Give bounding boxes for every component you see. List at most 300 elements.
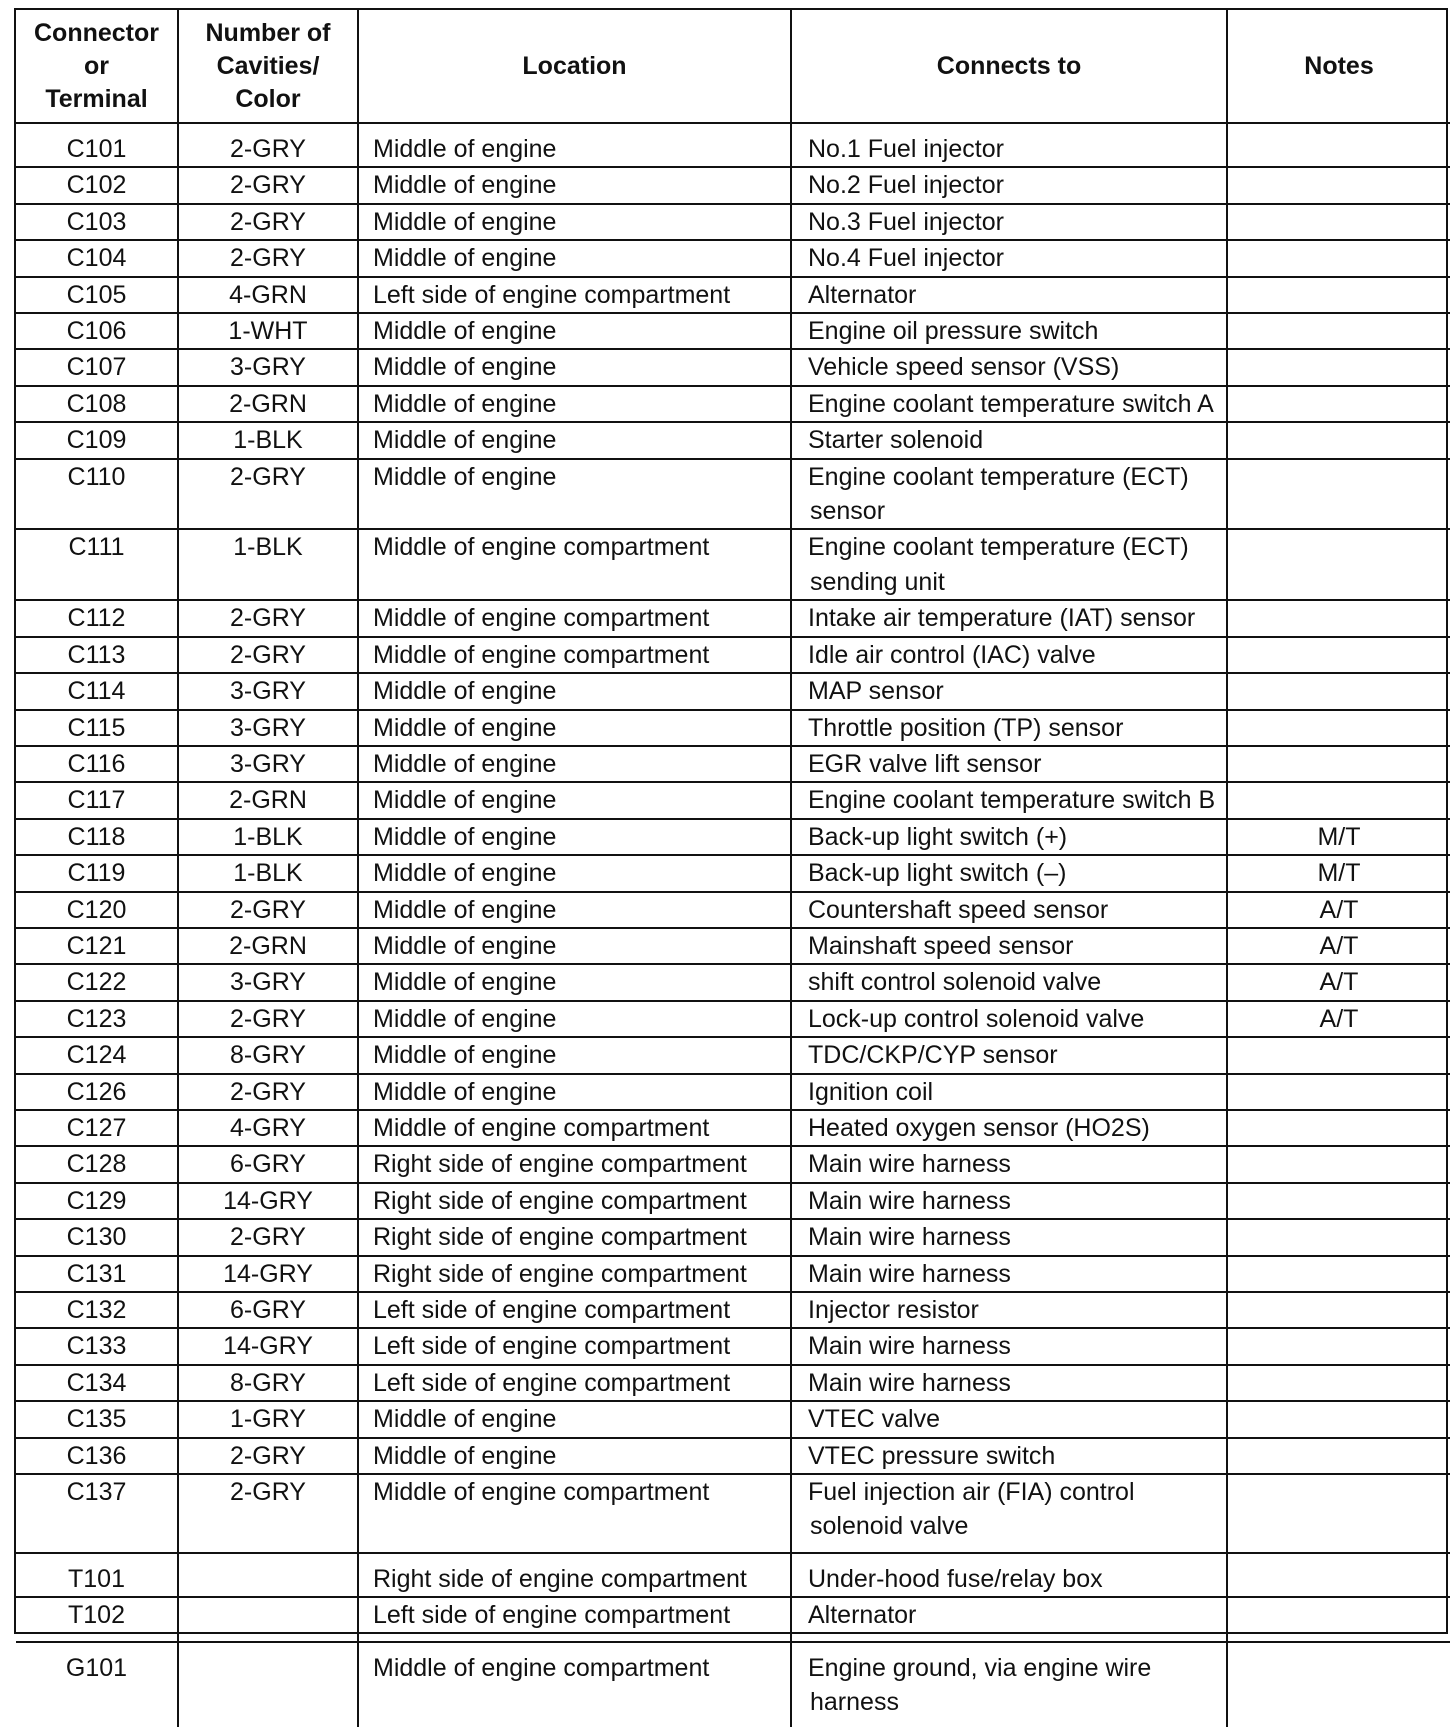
notes-cell bbox=[1227, 1183, 1450, 1219]
connector-id-cell bbox=[16, 1256, 178, 1292]
connects-to-cell bbox=[791, 1474, 1227, 1553]
cavities-color-cell bbox=[178, 1146, 358, 1182]
connects-to-text: Alternator bbox=[808, 1601, 917, 1630]
cavities-color-text: 14-GRY bbox=[223, 1259, 313, 1288]
connects-to-cell bbox=[791, 1438, 1227, 1474]
location-cell bbox=[358, 1401, 791, 1437]
notes-cell bbox=[1227, 637, 1450, 673]
cavities-color-cell bbox=[178, 529, 358, 600]
connects-to-cell bbox=[791, 673, 1227, 709]
notes-cell bbox=[1227, 167, 1450, 203]
connector-id-text: C114 bbox=[67, 677, 126, 706]
cavities-color-cell bbox=[178, 600, 358, 636]
location-cell bbox=[358, 1597, 791, 1641]
notes-cell bbox=[1227, 1365, 1450, 1401]
connector-id-cell bbox=[16, 892, 178, 928]
location-cell bbox=[358, 1001, 791, 1037]
cavities-color-cell bbox=[178, 459, 358, 530]
header-connector-line: or bbox=[84, 51, 109, 80]
connects-to-text: Back-up light switch (+) bbox=[808, 822, 1068, 851]
table-row bbox=[16, 1074, 1450, 1110]
connector-id-text: C108 bbox=[66, 389, 127, 418]
connector-id-text: C124 bbox=[66, 1041, 127, 1070]
connects-to-cell bbox=[791, 1642, 1227, 1727]
location-text: Middle of engine bbox=[373, 822, 557, 851]
connector-id-cell bbox=[16, 637, 178, 673]
connector-id-cell bbox=[16, 855, 178, 891]
connector-id-text: C136 bbox=[66, 1441, 127, 1470]
cavities-color-cell bbox=[178, 349, 358, 385]
notes-cell bbox=[1227, 1074, 1450, 1110]
cavities-color-cell bbox=[178, 1365, 358, 1401]
notes-cell bbox=[1227, 1001, 1450, 1037]
location-cell bbox=[358, 1183, 791, 1219]
connector-id-text: C128 bbox=[66, 1150, 127, 1179]
cavities-color-cell bbox=[178, 167, 358, 203]
location-text: Left side of engine compartment bbox=[373, 1296, 731, 1324]
connector-id-text: C102 bbox=[66, 171, 127, 200]
table-row bbox=[16, 529, 1450, 600]
connects-to-text: Mainshaft speed sensor bbox=[808, 931, 1074, 960]
connects-to-cell bbox=[791, 1037, 1227, 1073]
cavities-color-text: 2-GRY bbox=[230, 1223, 306, 1252]
connector-id-cell bbox=[16, 1037, 178, 1073]
notes-cell bbox=[1227, 1037, 1450, 1073]
table-row bbox=[16, 1474, 1450, 1553]
location-cell bbox=[358, 710, 791, 746]
location-cell bbox=[358, 313, 791, 349]
table-row bbox=[16, 1642, 1450, 1727]
connects-to-text: sending unit bbox=[810, 567, 945, 596]
table-row bbox=[16, 782, 1450, 818]
location-text: Left side of engine compartment bbox=[373, 1368, 731, 1397]
notes-cell bbox=[1227, 782, 1450, 818]
connector-id-cell bbox=[16, 167, 178, 203]
connector-id-cell bbox=[16, 386, 178, 422]
cavities-color-text: 2-GRN bbox=[229, 931, 307, 960]
cavities-color-text: 1-WHT bbox=[228, 317, 308, 346]
cavities-color-cell bbox=[178, 1256, 358, 1292]
connects-to-text: Engine coolant temperature (ECT) bbox=[808, 533, 1189, 562]
connector-id-text: C105 bbox=[66, 280, 127, 309]
connector-id-text: C133 bbox=[66, 1332, 127, 1361]
connector-id-cell bbox=[16, 710, 178, 746]
cavities-color-text: 3-GRY bbox=[230, 677, 306, 706]
table-row bbox=[16, 123, 1450, 167]
connects-to-text: Injector resistor bbox=[808, 1296, 979, 1324]
cavities-color-text: 8-GRY bbox=[230, 1041, 306, 1070]
location-cell bbox=[358, 782, 791, 818]
cavities-color-cell bbox=[178, 1474, 358, 1553]
table-row bbox=[16, 1597, 1450, 1641]
connects-to-cell bbox=[791, 1001, 1227, 1037]
location-cell bbox=[358, 637, 791, 673]
location-text: Middle of engine bbox=[373, 317, 557, 346]
notes-text: M/T bbox=[1317, 859, 1361, 888]
location-cell bbox=[358, 167, 791, 203]
notes-cell bbox=[1227, 892, 1450, 928]
connector-id-text: C109 bbox=[66, 426, 127, 455]
connects-to-cell bbox=[791, 1365, 1227, 1401]
connector-id-text: C116 bbox=[67, 749, 126, 778]
connector-id-text: C130 bbox=[66, 1223, 127, 1252]
cavities-color-cell bbox=[178, 1219, 358, 1255]
connector-id-text: G101 bbox=[65, 1653, 128, 1682]
cavities-color-text: 2-GRY bbox=[230, 604, 306, 633]
connector-id-cell bbox=[16, 529, 178, 600]
connects-to-text: Throttle position (TP) sensor bbox=[808, 713, 1124, 742]
location-cell bbox=[358, 459, 791, 530]
location-cell bbox=[358, 1553, 791, 1597]
connects-to-text: Idle air control (IAC) valve bbox=[808, 640, 1096, 669]
connector-id-cell bbox=[16, 1401, 178, 1437]
location-cell bbox=[358, 204, 791, 240]
location-cell bbox=[358, 1074, 791, 1110]
table-row bbox=[16, 422, 1450, 458]
cavities-color-text: 2-GRN bbox=[229, 786, 307, 815]
notes-cell bbox=[1227, 600, 1450, 636]
connects-to-text: EGR valve lift sensor bbox=[808, 749, 1042, 778]
connector-id-cell bbox=[16, 782, 178, 818]
cavities-color-cell bbox=[178, 313, 358, 349]
notes-cell bbox=[1227, 529, 1450, 600]
location-text: Middle of engine compartment bbox=[373, 533, 710, 562]
notes-cell bbox=[1227, 204, 1450, 240]
location-text: Middle of engine bbox=[373, 931, 557, 960]
connector-id-text: C118 bbox=[67, 822, 126, 851]
connects-to-text: No.2 Fuel injector bbox=[808, 171, 1004, 200]
connects-to-cell bbox=[791, 167, 1227, 203]
cavities-color-text: 4-GRY bbox=[230, 1113, 306, 1142]
connector-id-cell bbox=[16, 1438, 178, 1474]
table-row bbox=[16, 313, 1450, 349]
connector-id-text: C119 bbox=[67, 859, 126, 888]
table-row bbox=[16, 637, 1450, 673]
connects-to-text: Lock-up control solenoid valve bbox=[808, 1004, 1145, 1033]
connector-id-cell bbox=[16, 1597, 178, 1641]
cavities-color-text: 2-GRY bbox=[230, 1478, 306, 1507]
notes-cell bbox=[1227, 1438, 1450, 1474]
location-text: Middle of engine bbox=[373, 207, 557, 236]
connector-id-text: C104 bbox=[66, 244, 127, 273]
connector-id-text: C126 bbox=[66, 1077, 127, 1106]
table-row bbox=[16, 386, 1450, 422]
header-notes: Notes bbox=[1227, 10, 1450, 123]
notes-cell bbox=[1227, 123, 1450, 167]
connector-id-cell bbox=[16, 746, 178, 782]
location-text: Middle of engine bbox=[373, 462, 557, 491]
cavities-color-text: 2-GRY bbox=[230, 462, 306, 491]
cavities-color-cell bbox=[178, 710, 358, 746]
location-cell bbox=[358, 349, 791, 385]
connector-id-cell bbox=[16, 123, 178, 167]
location-text: Middle of engine bbox=[373, 1077, 557, 1106]
location-text: Middle of engine compartment bbox=[373, 604, 710, 633]
connects-to-cell bbox=[791, 1292, 1227, 1328]
cavities-color-cell bbox=[178, 204, 358, 240]
location-text: Middle of engine bbox=[373, 786, 557, 815]
connects-to-cell bbox=[791, 1074, 1227, 1110]
table-row bbox=[16, 1110, 1450, 1146]
connects-to-cell bbox=[791, 964, 1227, 1000]
connector-id-text: C127 bbox=[66, 1113, 127, 1142]
notes-cell bbox=[1227, 277, 1450, 313]
connector-id-text: C112 bbox=[67, 604, 126, 633]
connects-to-text: Main wire harness bbox=[808, 1186, 1011, 1215]
location-text: Middle of engine bbox=[373, 713, 557, 742]
table-row bbox=[16, 1438, 1450, 1474]
table-row bbox=[16, 204, 1450, 240]
cavities-color-cell bbox=[178, 277, 358, 313]
notes-cell bbox=[1227, 1642, 1450, 1727]
cavities-color-text: 2-GRY bbox=[230, 135, 306, 163]
location-cell bbox=[358, 673, 791, 709]
connector-id-cell bbox=[16, 964, 178, 1000]
table-row bbox=[16, 855, 1450, 891]
connector-id-text: C117 bbox=[67, 786, 126, 815]
location-text: Right side of engine compartment bbox=[373, 1150, 747, 1179]
notes-cell bbox=[1227, 1146, 1450, 1182]
connects-to-text: solenoid valve bbox=[810, 1512, 969, 1541]
cavities-color-text: 2-GRY bbox=[230, 640, 306, 669]
location-text: Middle of engine compartment bbox=[373, 640, 710, 669]
connector-id-cell bbox=[16, 1110, 178, 1146]
connector-id-text: C129 bbox=[66, 1186, 127, 1215]
connector-id-text: C132 bbox=[66, 1296, 127, 1324]
connects-to-text: Engine oil pressure switch bbox=[808, 317, 1099, 346]
connector-id-text: T102 bbox=[68, 1601, 125, 1630]
notes-text: A/T bbox=[1319, 895, 1359, 924]
location-text: Right side of engine compartment bbox=[373, 1259, 747, 1288]
location-cell bbox=[358, 1328, 791, 1364]
header-connector bbox=[16, 10, 178, 123]
connects-to-text: Vehicle speed sensor (VSS) bbox=[808, 353, 1120, 382]
location-cell bbox=[358, 1292, 791, 1328]
table-row bbox=[16, 459, 1450, 530]
connects-to-cell bbox=[791, 422, 1227, 458]
connects-to-cell bbox=[791, 123, 1227, 167]
cavities-color-text: 2-GRY bbox=[230, 207, 306, 236]
connects-to-text: Main wire harness bbox=[808, 1223, 1011, 1252]
connects-to-text: Engine ground, via engine wire bbox=[808, 1653, 1152, 1682]
connects-to-text: Engine coolant temperature switch A bbox=[808, 389, 1214, 418]
cavities-color-text: 1-GRY bbox=[230, 1405, 306, 1434]
connects-to-cell bbox=[791, 782, 1227, 818]
connects-to-text: Main wire harness bbox=[808, 1368, 1011, 1397]
notes-cell bbox=[1227, 386, 1450, 422]
row-group bbox=[16, 1642, 1450, 1727]
connector-id-text: C135 bbox=[66, 1405, 127, 1434]
notes-cell bbox=[1227, 819, 1450, 855]
connects-to-cell bbox=[791, 1219, 1227, 1255]
cavities-color-cell bbox=[178, 240, 358, 276]
location-text: Right side of engine compartment bbox=[373, 1564, 747, 1593]
connector-id-cell bbox=[16, 1146, 178, 1182]
connector-id-text: T101 bbox=[68, 1564, 125, 1593]
table-row bbox=[16, 710, 1450, 746]
table-row bbox=[16, 349, 1450, 385]
notes-text: A/T bbox=[1319, 931, 1359, 960]
location-text: Middle of engine bbox=[373, 426, 557, 455]
notes-cell bbox=[1227, 855, 1450, 891]
connector-id-cell bbox=[16, 204, 178, 240]
location-cell bbox=[358, 1474, 791, 1553]
connects-to-text: TDC/CKP/CYP sensor bbox=[808, 1041, 1058, 1070]
connector-id-cell bbox=[16, 313, 178, 349]
cavities-color-cell bbox=[178, 1438, 358, 1474]
connects-to-cell bbox=[791, 349, 1227, 385]
location-text: Right side of engine compartment bbox=[373, 1223, 747, 1252]
connector-id-cell bbox=[16, 673, 178, 709]
table-row bbox=[16, 819, 1450, 855]
header-row bbox=[16, 10, 1450, 123]
notes-cell bbox=[1227, 964, 1450, 1000]
location-text: Middle of engine bbox=[373, 244, 557, 273]
location-text: Middle of engine bbox=[373, 389, 557, 418]
connector-id-cell bbox=[16, 277, 178, 313]
connects-to-text: Engine coolant temperature (ECT) bbox=[808, 462, 1189, 491]
location-cell bbox=[358, 1219, 791, 1255]
connects-to-cell bbox=[791, 1328, 1227, 1364]
location-cell bbox=[358, 1037, 791, 1073]
cavities-color-cell bbox=[178, 819, 358, 855]
cavities-color-text: 2-GRN bbox=[229, 389, 307, 418]
location-cell bbox=[358, 1256, 791, 1292]
location-text: Middle of engine bbox=[373, 1441, 557, 1470]
cavities-color-cell bbox=[178, 1110, 358, 1146]
connects-to-text: Main wire harness bbox=[808, 1332, 1011, 1361]
location-text: Middle of engine bbox=[373, 135, 557, 163]
cavities-color-text: 14-GRY bbox=[223, 1186, 313, 1215]
cavities-color-cell bbox=[178, 746, 358, 782]
connector-id-text: C101 bbox=[66, 135, 127, 163]
notes-cell bbox=[1227, 746, 1450, 782]
connector-id-text: C106 bbox=[66, 317, 127, 346]
notes-cell bbox=[1227, 313, 1450, 349]
cavities-color-cell bbox=[178, 673, 358, 709]
location-cell bbox=[358, 928, 791, 964]
notes-cell bbox=[1227, 1256, 1450, 1292]
connects-to-text: Main wire harness bbox=[808, 1150, 1011, 1179]
connects-to-cell bbox=[791, 1597, 1227, 1641]
location-text: Middle of engine bbox=[373, 1041, 557, 1070]
notes-cell bbox=[1227, 1110, 1450, 1146]
notes-cell bbox=[1227, 1597, 1450, 1641]
location-text: Middle of engine bbox=[373, 677, 557, 706]
cavities-color-cell bbox=[178, 1037, 358, 1073]
connects-to-cell bbox=[791, 600, 1227, 636]
row-group bbox=[16, 123, 1450, 1553]
header-connects-to: Connects to bbox=[791, 10, 1227, 123]
notes-cell bbox=[1227, 710, 1450, 746]
location-text: Middle of engine bbox=[373, 353, 557, 382]
table-row bbox=[16, 1365, 1450, 1401]
connector-id-cell bbox=[16, 349, 178, 385]
notes-text: M/T bbox=[1317, 822, 1361, 851]
connects-to-text: Starter solenoid bbox=[808, 426, 984, 455]
connects-to-cell bbox=[791, 855, 1227, 891]
connects-to-text: VTEC valve bbox=[808, 1405, 940, 1434]
table-row bbox=[16, 277, 1450, 313]
location-cell bbox=[358, 277, 791, 313]
cavities-color-cell bbox=[178, 422, 358, 458]
connects-to-text: No.4 Fuel injector bbox=[808, 244, 1004, 273]
connects-to-cell bbox=[791, 819, 1227, 855]
notes-cell bbox=[1227, 349, 1450, 385]
location-cell bbox=[358, 240, 791, 276]
location-text: Middle of engine bbox=[373, 859, 557, 888]
connector-id-text: C137 bbox=[66, 1478, 127, 1507]
cavities-color-cell bbox=[178, 637, 358, 673]
connects-to-text: Fuel injection air (FIA) control bbox=[808, 1478, 1135, 1507]
table-row bbox=[16, 1401, 1450, 1437]
connects-to-text: VTEC pressure switch bbox=[808, 1441, 1056, 1470]
location-cell bbox=[358, 892, 791, 928]
connector-id-text: C110 bbox=[67, 462, 126, 491]
notes-cell bbox=[1227, 1553, 1450, 1597]
cavities-color-text: 2-GRY bbox=[230, 895, 306, 924]
connects-to-cell bbox=[791, 459, 1227, 530]
header-connector-line: Terminal bbox=[45, 84, 148, 113]
table-row bbox=[16, 964, 1450, 1000]
cavities-color-cell bbox=[178, 1292, 358, 1328]
cavities-color-text: 3-GRY bbox=[230, 713, 306, 742]
table-row bbox=[16, 1553, 1450, 1597]
cavities-color-text: 3-GRY bbox=[230, 353, 306, 382]
connector-id-text: C122 bbox=[66, 968, 127, 997]
connects-to-cell bbox=[791, 892, 1227, 928]
header-location: Location bbox=[358, 10, 791, 123]
location-cell bbox=[358, 964, 791, 1000]
connects-to-cell bbox=[791, 1256, 1227, 1292]
notes-cell bbox=[1227, 459, 1450, 530]
table-row bbox=[16, 1183, 1450, 1219]
header-cavities bbox=[178, 10, 358, 123]
location-text: Middle of engine bbox=[373, 1405, 557, 1434]
table-row bbox=[16, 1328, 1450, 1364]
connects-to-cell bbox=[791, 710, 1227, 746]
cavities-color-text: 4-GRN bbox=[229, 280, 307, 309]
cavities-color-cell bbox=[178, 1597, 358, 1641]
location-cell bbox=[358, 746, 791, 782]
connects-to-text: Intake air temperature (IAT) sensor bbox=[808, 604, 1196, 633]
connects-to-cell bbox=[791, 277, 1227, 313]
connector-id-text: C115 bbox=[67, 713, 126, 742]
connector-id-cell bbox=[16, 1001, 178, 1037]
header-cavities-line: Cavities/ bbox=[216, 51, 320, 80]
connects-to-cell bbox=[791, 746, 1227, 782]
location-cell bbox=[358, 529, 791, 600]
connector-id-cell bbox=[16, 928, 178, 964]
connector-id-cell bbox=[16, 459, 178, 530]
location-text: Left side of engine compartment bbox=[373, 1601, 731, 1630]
connects-to-text: Countershaft speed sensor bbox=[808, 895, 1109, 924]
table-row bbox=[16, 746, 1450, 782]
table-row bbox=[16, 1146, 1450, 1182]
location-text: Right side of engine compartment bbox=[373, 1186, 747, 1215]
table-row bbox=[16, 1256, 1450, 1292]
connects-to-cell bbox=[791, 1401, 1227, 1437]
location-text: Left side of engine compartment bbox=[373, 280, 731, 309]
notes-text: A/T bbox=[1319, 968, 1359, 997]
location-cell bbox=[358, 386, 791, 422]
cavities-color-text: 14-GRY bbox=[223, 1332, 313, 1361]
connector-id-cell bbox=[16, 1219, 178, 1255]
location-cell bbox=[358, 1365, 791, 1401]
location-cell bbox=[358, 123, 791, 167]
notes-cell bbox=[1227, 928, 1450, 964]
connector-id-cell bbox=[16, 1474, 178, 1553]
